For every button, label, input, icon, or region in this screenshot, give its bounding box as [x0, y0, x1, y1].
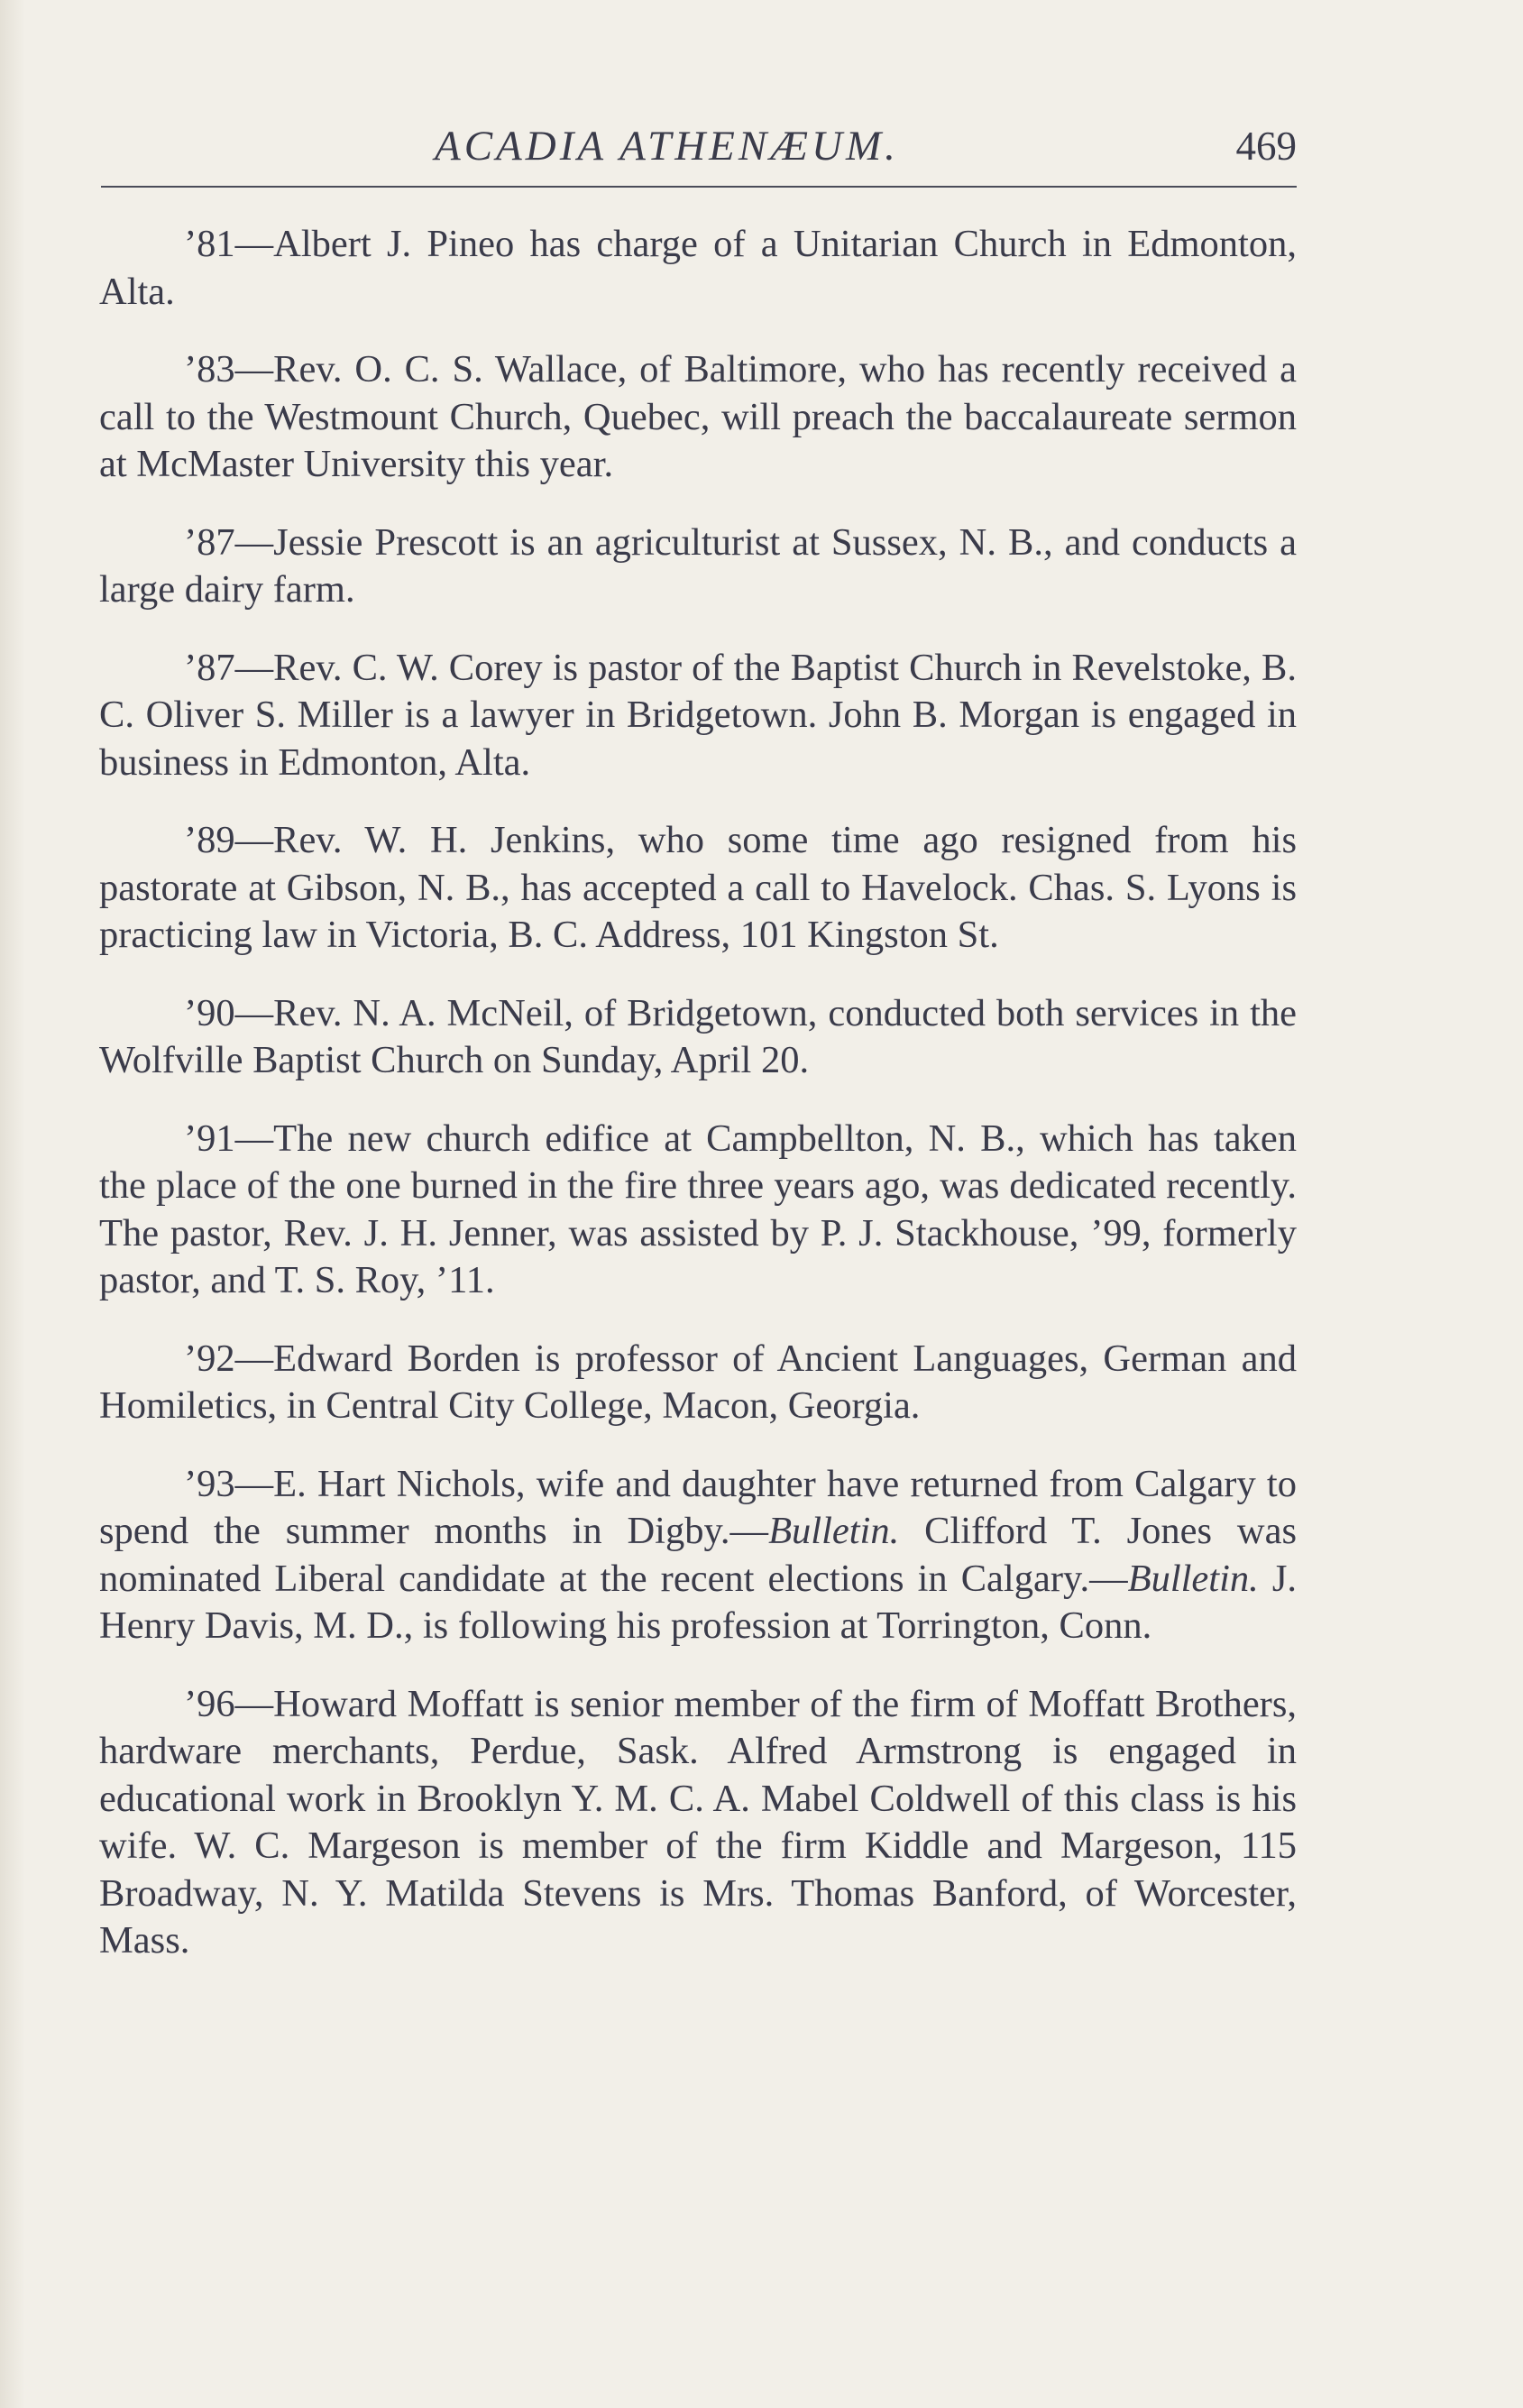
entry-1890: ’90—Rev. N. A. McNeil, of Bridgetown, conducted both services in the Wolfville Baptist Church on Sunday, April 20. [99, 991, 1297, 1081]
entry-1893 [99, 1461, 1297, 1650]
entry-1891: ’91—The new church edifice at Campbellton, N. B., which has taken the place of the one burned in the fire three years ago, was dedicated recently. The pastor, Rev. J. H. Jenner, was assisted by P. J. Stackhouse, ’99, formerly pastor, and T. S. Roy, ’11. [99, 1117, 1297, 1301]
entry-1893-text-2: Clifford T. Jones was nominated Liberal candidate at the recent elections in Calgary.— [99, 1510, 1297, 1600]
entry-1893-text-1: ’93—E. Hart Nichols, wife and daughter have returned from Calgary to spend the summer months in Digby.— [99, 1462, 1297, 1552]
entry-1881: ’81—Albert J. Pineo has charge of a Unitarian Church in Edmonton, Alta. [99, 223, 1297, 313]
entry-1892: ’92—Edward Borden is professor of Ancient Languages, German and Homiletics, in Central City College, Macon, Georgia. [99, 1337, 1297, 1427]
entry-1887-corey: ’87—Rev. C. W. Corey is pastor of the Baptist Church in Revelstoke, B. C. Oliver S. Miller is a lawyer in Bridgetown. John B. Morgan is engaged in business in Edmonton, Alta. [99, 646, 1297, 784]
bulletin-citation: Bulletin. [768, 1510, 900, 1552]
alumni-notes [99, 221, 1297, 1996]
page-edge-shadow [0, 0, 25, 2408]
page-number: 469 [1235, 124, 1297, 169]
bulletin-citation: Bulletin. [1127, 1557, 1259, 1600]
running-title: ACADIA ATHENÆUM. [435, 123, 899, 170]
header-rule [101, 186, 1297, 188]
entry-1896: ’96—Howard Moffatt is senior member of the firm of Moffatt Brothers, hardware merchants, Perdue, Sask. Alfred Armstrong is engaged in educational work in Brooklyn Y. M. C. A. Mabel Coldwell of this class is his wife. W. C. Margeson is member of the firm Kiddle and Margeson, 115 Broadway, N. Y. Matilda Stevens is Mrs. Thomas Banford, of Worcester, Mass. [99, 1682, 1297, 1962]
running-header [101, 115, 1297, 179]
entry-1893-text-3: J. Henry Davis, M. D., is following his profession at Torrington, Conn. [99, 1557, 1297, 1647]
entry-1889: ’89—Rev. W. H. Jenkins, who some time ago resigned from his pastorate at Gibson, N. B., has accepted a call to Havelock. Chas. S. Lyons is practicing law in Victoria, B. C. Address, 101 Kingston St. [99, 819, 1297, 956]
entry-1883: ’83—Rev. O. C. S. Wallace, of Baltimore, who has recently received a call to the Westmount Church, Quebec, will preach the baccalaureate sermon at McMaster University this year. [99, 348, 1297, 485]
entry-1887-prescott: ’87—Jessie Prescott is an agriculturist at Sussex, N. B., and conducts a large dairy farm. [99, 520, 1297, 611]
